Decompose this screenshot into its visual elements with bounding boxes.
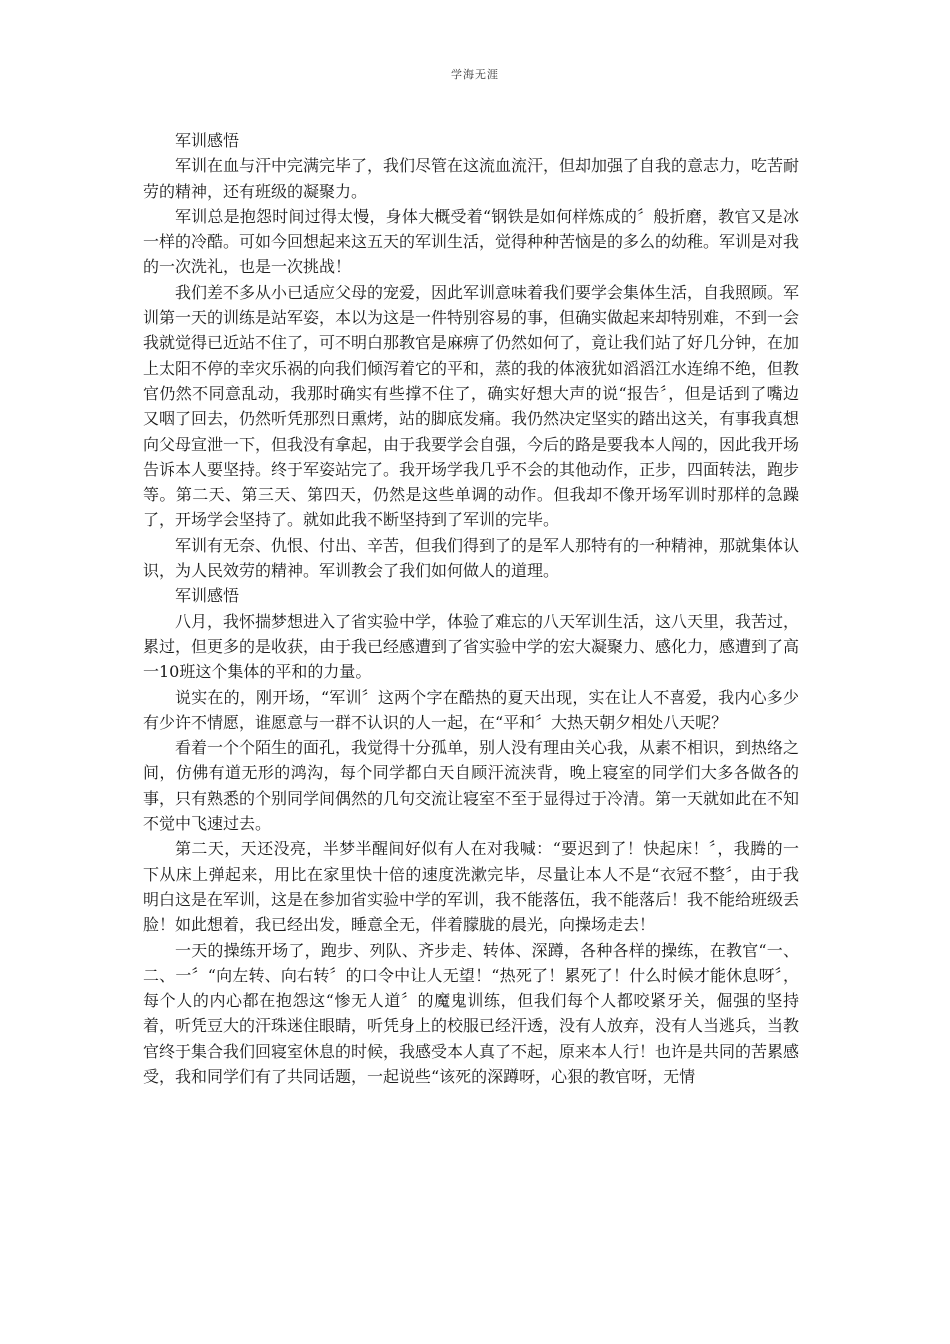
- paragraph: 军训有无奈、仇恨、付出、辛苦，但我们得到了的是军人那特有的一种精神，那就集体认识，为人民效劳的精神。军训教会了我们如何做人的道理。: [143, 535, 800, 581]
- section-title: 军训感悟: [175, 131, 240, 150]
- paragraph: 看着一个个陌生的面孔，我觉得十分孤单，别人没有理由关心我，从素不相识，到热络之间，仿佛有道无形的鸿沟，每个同学都白天自顾汗流浃背，晚上寝室的同学们大多各做各的事，只有熟悉的个别同学间偶然的几句交流让寝室不至于显得过于冷清。第一天就如此在不知不觉中飞速过去。: [143, 738, 800, 834]
- document-body: [143, 128, 799, 1089]
- paragraph: 第二天，天还没亮，半梦半醒间好似有人在对我喊：“要迟到了！快起床！〞，我腾的一下从床上弹起来，用比在家里快十倍的速度洗漱完毕，尽量让本人不是“衣冠不整〞，由于我明白这是在军训，这是在参加省实验中学的军训，我不能落伍，我不能落后！我不能给班级丢脸！如此想着，我已经出发，睡意全无，伴着朦胧的晨光，向操场走去！: [143, 839, 800, 935]
- paragraph: 我们差不多从小已适应父母的宠爱，因此军训意味着我们要学会集体生活，自我照顾。军训第一天的训练是站军姿，本以为这是一件特别容易的事，但确实做起来却特别难，不到一会我就觉得已近站不住了，可不明白那教官是麻痹了仍然如何了，竟让我们站了好几分钟，在加上太阳不停的幸灾乐祸的向我们倾泻着它的平和，蒸的我的体液犹如滔滔江水连绵不绝，但教官仍然不同意乱动，我那时确实有些撑不住了，确实好想大声的说“报告〞，但是话到了嘴边又咽了回去，仍然听凭那烈日熏烤，站的脚底发痛。我仍然决定坚实的踏出这关，有事我真想向父母宣泄一下，但我没有拿起，由于我要学会自强，今后的路是要我本人闯的，因此我开场告诉本人要坚持。终于军姿站完了。我开场学我几乎不会的其他动作，正步，四面转法，跑步等。第二天、第三天、第四天，仍然是这些单调的动作。但我却不像开场军训时那样的急躁了，开场学会坚持了。就如此我不断坚持到了军训的完毕。: [143, 282, 800, 530]
- page-header: 学海无涯: [451, 68, 499, 81]
- section-title: 军训感悟: [175, 586, 240, 606]
- paragraph: 说实在的，刚开场，“军训〞这两个字在酷热的夏天出现，实在让人不喜爱，我内心多少有少许不情愿，谁愿意与一群不认识的人一起，在“平和〞大热天朝夕相处八天呢？: [143, 687, 799, 732]
- paragraph: 军训总是抱怨时间过得太慢，身体大概受着“钢铁是如何样炼成的〞般折磨，教官又是冰一样的冷酷。可如今回想起来这五天的军训生活，觉得种种苦恼是的多么的幼稚。军训是对我的一次洗礼，也是一次挑战！: [143, 206, 800, 277]
- paragraph: 八月，我怀揣梦想进入了省实验中学，体验了难忘的八天军训生活，这八天里，我苦过，累过，但更多的是收获，由于我已经感遭到了省实验中学的宏大凝聚力、感化力，感遭到了高一10班这个集体的平和的力量。: [143, 611, 800, 682]
- paragraph: 一天的操练开场了，跑步、列队、齐步走、转体、深蹲，各种各样的操练，在教官“一、二、一〞“向左转、向右转〞的口令中让人无望！“热死了！累死了！什么时候才能休息呀〞，每个人的内心都在抱怨这“惨无人道〞的魔鬼训练，但我们每个人都咬紧牙关，倔强的坚持着，听凭豆大的汗珠迷住眼睛，听凭身上的校服已经汗透，没有人放弃，没有人当逃兵，当教官终于集合我们回寝室休息的时候，我感受本人真了不起，原来本人行！也许是共同的苦累感受，我和同学们有了共同话题，一起说些“该死的深蹲呀，心狠的教官呀，无情: [143, 940, 800, 1086]
- paragraph: 军训在血与汗中完满完毕了，我们尽管在这流血流汗，但却加强了自我的意志力，吃苦耐劳的精神，还有班级的凝聚力。: [143, 156, 800, 201]
